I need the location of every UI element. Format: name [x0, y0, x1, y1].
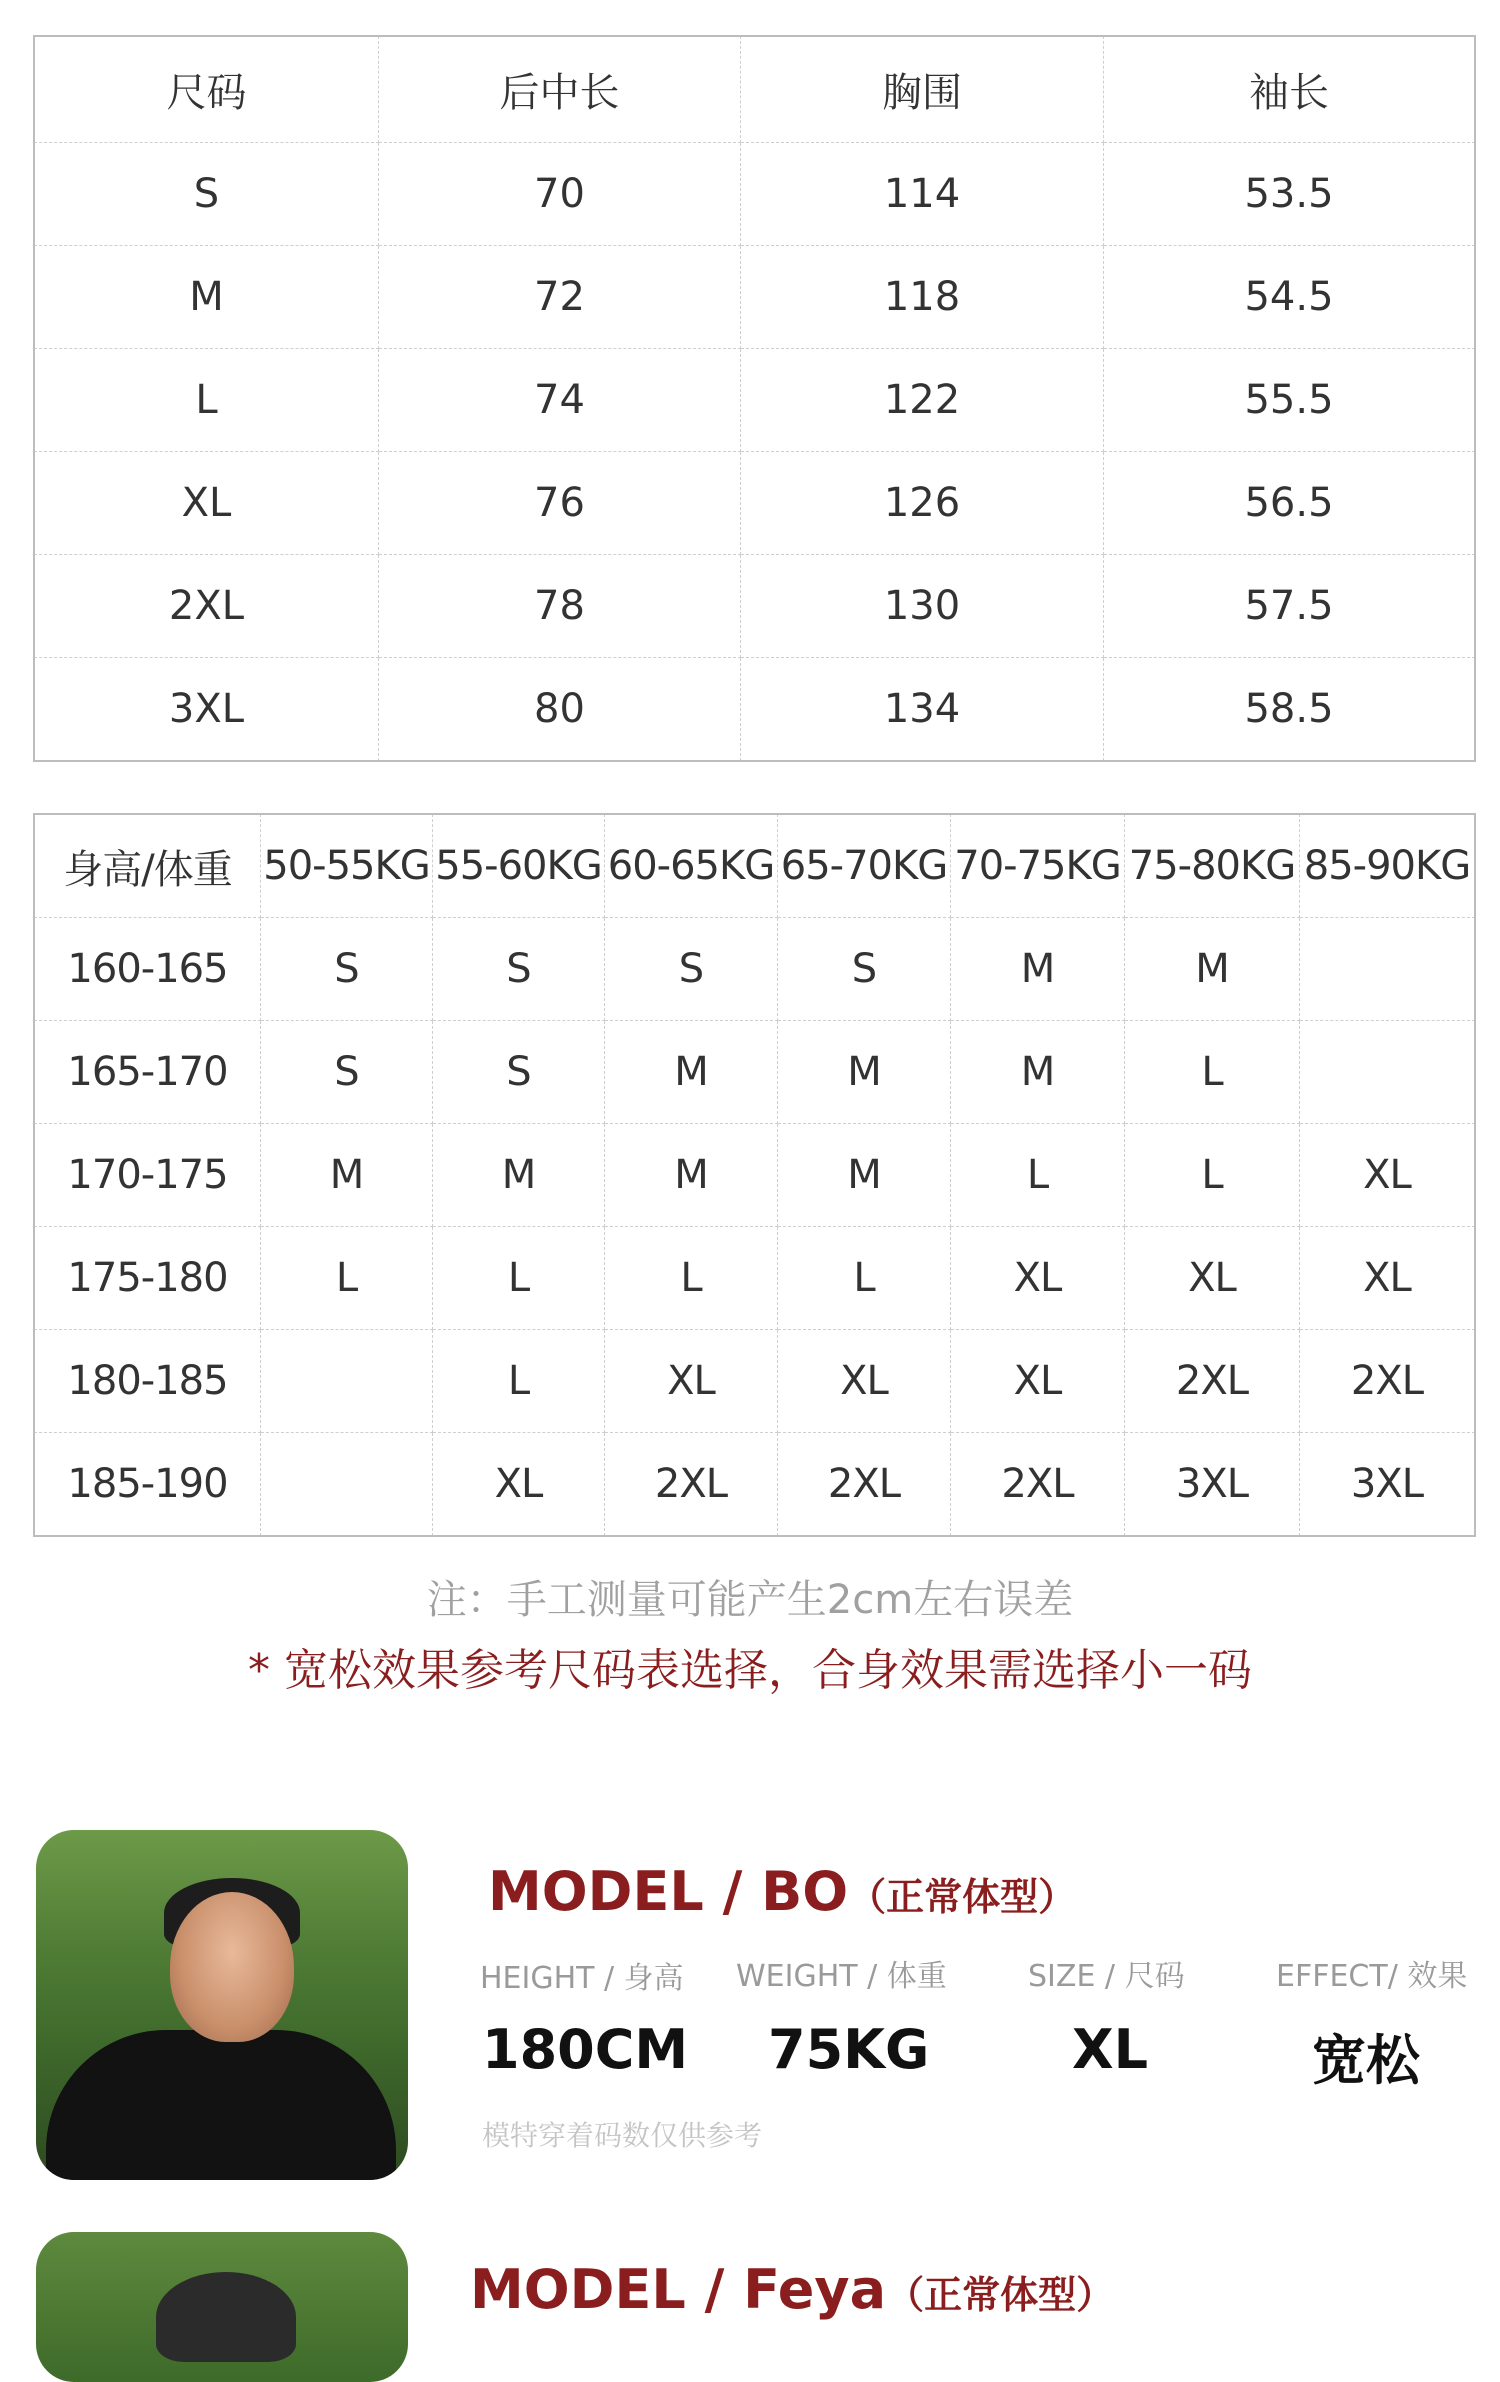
size-table: [34, 36, 1475, 761]
height-label: HEIGHT / 身高: [480, 1961, 684, 1996]
face-shape: [170, 1892, 294, 2042]
sleeve-cell: 55.5: [1104, 349, 1475, 452]
chest-cell: 122: [741, 349, 1104, 452]
sleeve-cell: 58.5: [1104, 658, 1475, 761]
recommended-size-cell: 3XL: [1125, 1433, 1300, 1536]
recommended-size-cell: S: [261, 918, 433, 1021]
recommended-size-cell: L: [605, 1227, 778, 1330]
height-range-cell: 160-165: [35, 918, 261, 1021]
sleeve-cell: 57.5: [1104, 555, 1475, 658]
effect-label: EFFECT/ 效果: [1276, 1959, 1468, 1994]
recommended-size-cell: M: [433, 1124, 605, 1227]
recommended-size-cell: 2XL: [951, 1433, 1125, 1536]
recommended-size-cell: [1300, 918, 1475, 1021]
table-row: [35, 1330, 1475, 1433]
model-name: MODEL / BO: [488, 1860, 849, 1923]
chest-cell: 134: [741, 658, 1104, 761]
size-cell: M: [35, 246, 379, 349]
recommended-size-cell: XL: [1125, 1227, 1300, 1330]
recommended-size-cell: 2XL: [605, 1433, 778, 1536]
height-range-cell: 180-185: [35, 1330, 261, 1433]
recommended-size-cell: 2XL: [1125, 1330, 1300, 1433]
sleeve-cell: 54.5: [1104, 246, 1475, 349]
recommended-size-cell: L: [433, 1227, 605, 1330]
table-row: [35, 918, 1475, 1021]
recommended-size-cell: M: [778, 1021, 951, 1124]
model-name: MODEL / Feya: [470, 2258, 887, 2321]
weight-range-header: 85-90KG: [1300, 815, 1475, 918]
recommended-size-cell: S: [261, 1021, 433, 1124]
recommended-size-cell: 3XL: [1300, 1433, 1475, 1536]
chest-cell: 114: [741, 143, 1104, 246]
recommended-size-cell: M: [1125, 918, 1300, 1021]
size-table-header-row: [35, 37, 1475, 143]
sleeve-cell: 56.5: [1104, 452, 1475, 555]
recommended-size-cell: XL: [951, 1330, 1125, 1433]
weight-range-header: 50-55KG: [261, 815, 433, 918]
height-weight-header: 身高/体重: [35, 815, 261, 918]
size-cell: XL: [35, 452, 379, 555]
recommended-size-cell: XL: [1300, 1227, 1475, 1330]
chest-cell: 118: [741, 246, 1104, 349]
effect-value: 宽松: [1312, 2029, 1420, 2092]
recommended-size-cell: M: [261, 1124, 433, 1227]
recommended-size-cell: [261, 1433, 433, 1536]
reference-hint: 模特穿着码数仅供参考: [482, 2119, 763, 2152]
back-length-cell: 76: [379, 452, 741, 555]
table-row: [35, 246, 1475, 349]
height-range-cell: 175-180: [35, 1227, 261, 1330]
recommended-size-cell: M: [778, 1124, 951, 1227]
recommended-size-cell: XL: [605, 1330, 778, 1433]
weight-range-header: 55-60KG: [433, 815, 605, 918]
recommended-size-cell: M: [951, 1021, 1125, 1124]
size-label: SIZE / 尺码: [1028, 1959, 1185, 1994]
height-range-cell: 165-170: [35, 1021, 261, 1124]
recommended-size-cell: L: [433, 1330, 605, 1433]
table-row: [35, 1124, 1475, 1227]
fit-note: * 宽松效果参考尺码表选择，合身效果需选择小一码: [248, 1645, 1252, 1696]
body-type: （正常体型）: [848, 1875, 1077, 1919]
measure-note: 注：手工测量可能产生2cm左右误差: [426, 1577, 1074, 1623]
recommended-size-cell: 2XL: [1300, 1330, 1475, 1433]
model-title: [488, 1860, 1076, 1923]
back-length-cell: 74: [379, 349, 741, 452]
recommended-size-cell: L: [261, 1227, 433, 1330]
height-range-cell: 170-175: [35, 1124, 261, 1227]
size-cell: S: [35, 143, 379, 246]
recommended-size-cell: L: [951, 1124, 1125, 1227]
recommended-size-cell: L: [778, 1227, 951, 1330]
chest-cell: 130: [741, 555, 1104, 658]
height-range-cell: 185-190: [35, 1433, 261, 1536]
hair-shape: [156, 2272, 296, 2362]
table-row: [35, 143, 1475, 246]
table-row: [35, 1227, 1475, 1330]
weight-range-header: 75-80KG: [1125, 815, 1300, 918]
size-cell: 2XL: [35, 555, 379, 658]
table-row: [35, 452, 1475, 555]
table-row: [35, 1021, 1475, 1124]
table-row: [35, 349, 1475, 452]
size-cell: L: [35, 349, 379, 452]
size-table-header: 胸围: [741, 37, 1104, 143]
size-cell: 3XL: [35, 658, 379, 761]
recommended-size-cell: XL: [951, 1227, 1125, 1330]
fit-table: [34, 814, 1475, 1536]
back-length-cell: 72: [379, 246, 741, 349]
table-row: [35, 1433, 1475, 1536]
recommended-size-cell: XL: [433, 1433, 605, 1536]
fit-table-header-row: [35, 815, 1475, 918]
back-length-cell: 80: [379, 658, 741, 761]
recommended-size-cell: S: [433, 1021, 605, 1124]
model-photo: [36, 2232, 408, 2382]
model-title: [470, 2258, 1114, 2321]
height-value: 180CM: [482, 2018, 689, 2081]
size-table-header: 尺码: [35, 37, 379, 143]
size-table-header: 袖长: [1104, 37, 1475, 143]
recommended-size-cell: S: [778, 918, 951, 1021]
recommended-size-cell: [261, 1330, 433, 1433]
weight-range-header: 60-65KG: [605, 815, 778, 918]
recommended-size-cell: L: [1125, 1021, 1300, 1124]
recommended-size-cell: XL: [778, 1330, 951, 1433]
weight-range-header: 70-75KG: [951, 815, 1125, 918]
table-row: [35, 555, 1475, 658]
size-value: XL: [1072, 2018, 1149, 2081]
hoodie-shape: [46, 2030, 396, 2180]
recommended-size-cell: L: [1125, 1124, 1300, 1227]
weight-range-header: 65-70KG: [778, 815, 951, 918]
recommended-size-cell: S: [433, 918, 605, 1021]
model-photo: [36, 1830, 408, 2180]
weight-value: 75KG: [768, 2018, 930, 2081]
recommended-size-cell: [1300, 1021, 1475, 1124]
back-length-cell: 70: [379, 143, 741, 246]
weight-label: WEIGHT / 体重: [736, 1959, 947, 1994]
body-type: （正常体型）: [886, 2273, 1115, 2317]
recommended-size-cell: XL: [1300, 1124, 1475, 1227]
sleeve-cell: 53.5: [1104, 143, 1475, 246]
table-row: [35, 658, 1475, 761]
recommended-size-cell: M: [951, 918, 1125, 1021]
recommended-size-cell: M: [605, 1021, 778, 1124]
recommended-size-cell: S: [605, 918, 778, 1021]
recommended-size-cell: 2XL: [778, 1433, 951, 1536]
chest-cell: 126: [741, 452, 1104, 555]
back-length-cell: 78: [379, 555, 741, 658]
size-table-header: 后中长: [379, 37, 741, 143]
recommended-size-cell: M: [605, 1124, 778, 1227]
